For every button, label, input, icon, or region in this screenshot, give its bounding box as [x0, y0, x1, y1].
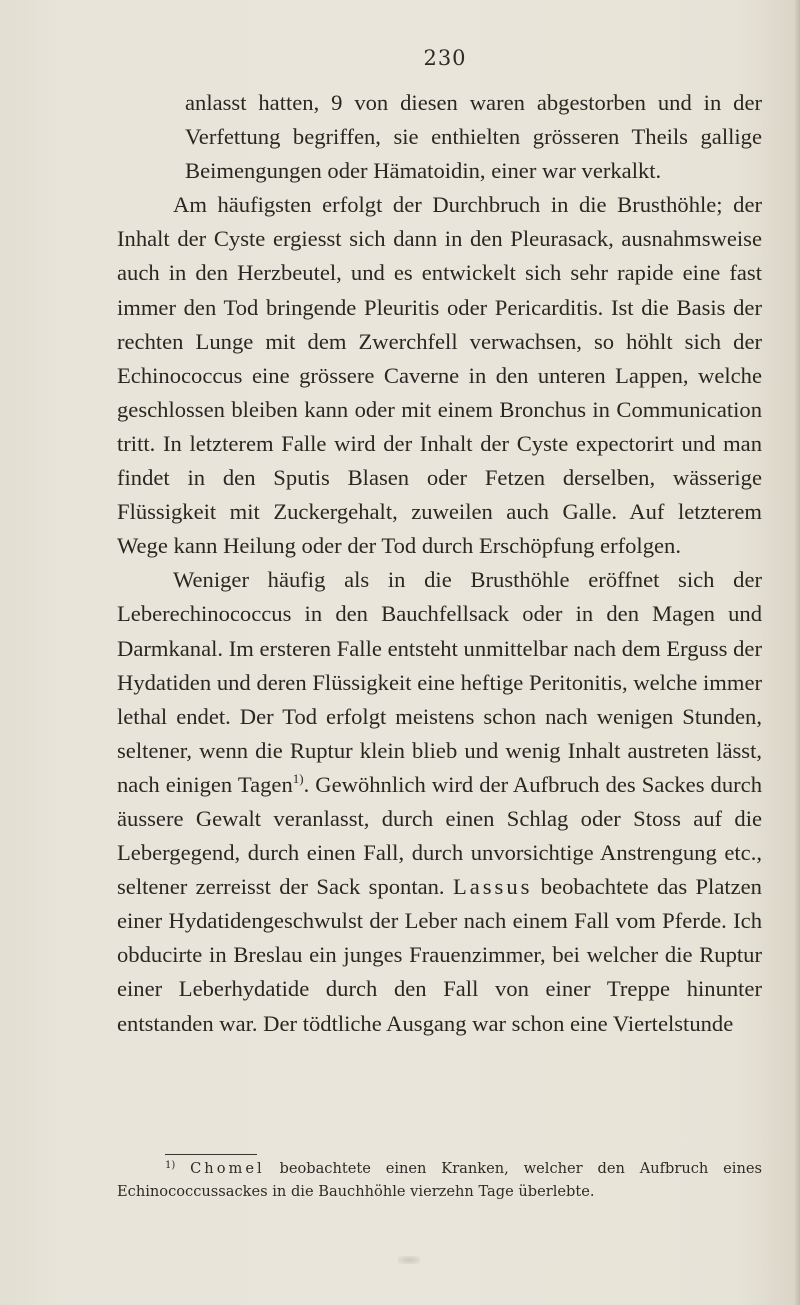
footnote-reference[interactable]: 1) — [292, 770, 304, 786]
paragraph-bauchfellsack-part1: Weniger häufig als in die Brusthöhle eröffnet sich der Leberechinococcus in den Bauchfellsack oder in den Magen und Darmkanal. Im ersteren Falle entsteht unmittelbar nach dem Erguss der Hydatiden und deren Flüssigkeit eine heftige Peritonitis, welche immer lethal endet. Der Tod erfolgt meistens schon nach wenigen Stunden, seltener, wenn die Ruptur klein blieb und wenig Inhalt austreten lässt, nach einigen Tagen — [117, 567, 762, 797]
paper-smudge — [398, 1256, 420, 1264]
author-name-chomel: Chomel — [190, 1160, 265, 1177]
paragraph-continued-line1: anlasst hatten, 9 von diesen waren abgestorben und — [185, 90, 692, 115]
author-name-lassus: Lassus — [452, 874, 533, 900]
paragraph-bauchfellsack-part2: . Gewöhnlich wird der Aufbruch des Sackes durch äussere Gewalt veranlasst, durch einen Schlag oder Stoss auf die Lebergegend, durch einen Fall, durch unvorsichtige Anstrengung etc., seltener zerreisst der Sack spontan. — [117, 771, 763, 900]
paragraph-bauchfellsack — [117, 563, 762, 1040]
footnote-body: beobachtete einen Kranken, welcher den Aufbruch eines Echinococcussackes in die Bauchhöhle vierzehn Tage überlebte. — [117, 1160, 763, 1200]
page-number: 230 — [423, 46, 467, 70]
footnote-mark: 1) — [165, 1160, 176, 1171]
paragraph-continued — [117, 86, 762, 188]
paragraph-brusthoehle: Am häufigsten erfolgt der Durchbruch in die Brusthöhle; der Inhalt der Cyste ergiesst sich dann in den Pleurasack, ausnahmsweise auch in den Herzbeutel, und es entwickelt sich sehr rapide eine fast immer den Tod bringende Pleuritis oder Pericarditis. Ist die Basis der rechten Lunge mit dem Zwerchfell verwachsen, so höhlt sich der Echinococcus eine grössere Caverne in den unteren Lappen, welche geschlossen bleiben kann oder mit einem Bronchus in Communication tritt. In letzterem Falle wird der Inhalt der Cyste expectorirt und man findet in den Sputis Blasen oder Fetzen derselben, wässerige Flüssigkeit mit Zuckergehalt, zuweilen auch Galle. Auf letzterem Wege kann Heilung oder der Tod durch Erschöpfung erfolgen. — [117, 192, 762, 559]
footnote — [117, 1157, 762, 1203]
paragraph-bauchfellsack-part3: beobachtete das Platzen einer Hydatidengeschwulst der Leber nach einem Fall vom Pferde. Ich obducirte in Breslau ein junges Frauenzimmer, bei welcher die Ruptur einer Leberhydatide durch den Fall von einer Treppe hinunter entstanden war. Der tödtliche Ausgang war schon eine Viertelstunde — [117, 874, 762, 1036]
footnote-separator — [165, 1154, 257, 1155]
footnote-text — [117, 1157, 762, 1203]
paragraph-continued-rest: in der Verfettung begriffen, sie enthielten grösseren Theils gallige Beimengungen oder Hämatoidin, einer war verkalkt. — [185, 90, 762, 184]
page-edge-shadow — [794, 0, 800, 1305]
body-text — [117, 86, 762, 1041]
